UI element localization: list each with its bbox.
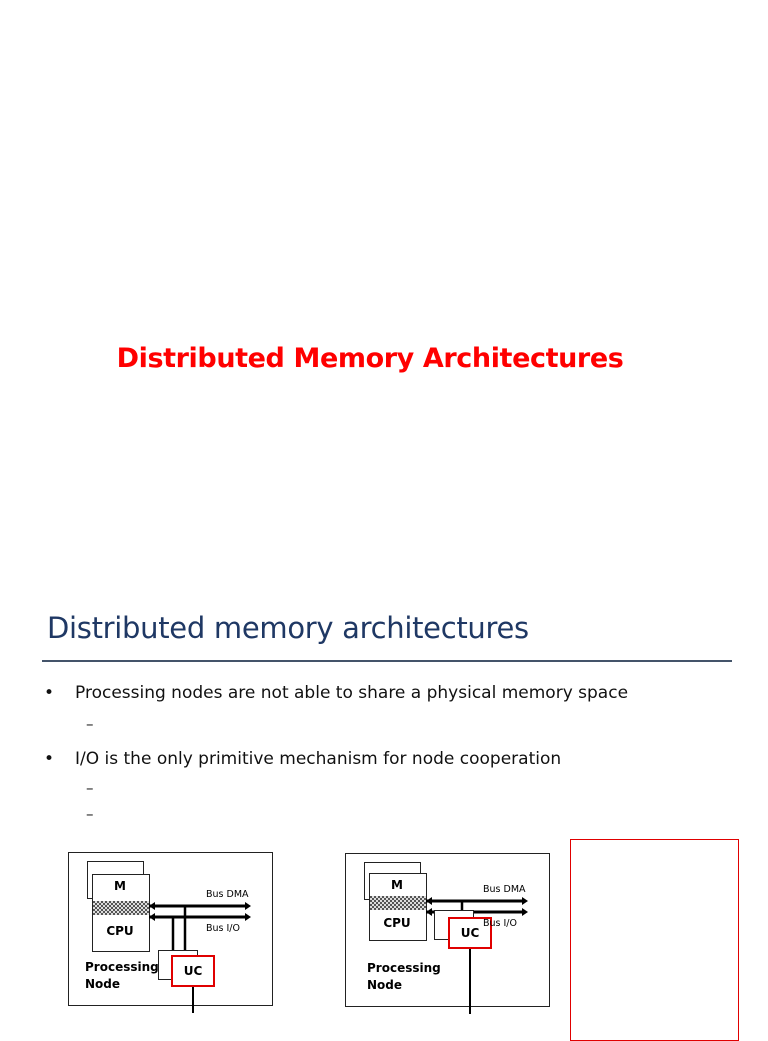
slide-title: Distributed Memory Architectures [116, 343, 624, 374]
node-label-line1: Processing [367, 961, 441, 975]
bullet-item [44, 749, 561, 769]
node-label-line2: Node [367, 978, 403, 992]
memory-label: M [391, 878, 403, 892]
bullet-marker: • [44, 683, 55, 703]
bullet-item [44, 683, 628, 703]
node-label-line2: Node [85, 977, 121, 991]
bus-io-label: Bus I/O [206, 923, 240, 934]
sub-bullet: – [86, 715, 94, 733]
sub-bullet: – [86, 779, 94, 797]
highlight-frame [570, 839, 739, 1041]
bus-dma-label: Bus DMA [483, 884, 526, 895]
content-slide [0, 576, 768, 1024]
node-label [85, 959, 159, 993]
bus-io-label: Bus I/O [483, 918, 517, 929]
bus-dma-label: Bus DMA [206, 889, 249, 900]
bullet-text: I/O is the only primitive mechanism for node cooperation [75, 749, 562, 769]
cpu-label: CPU [106, 924, 134, 938]
memory-label: M [114, 879, 126, 893]
slide-heading: Distributed memory architectures [47, 611, 529, 645]
uc-unit: UC [448, 917, 492, 949]
uc-unit: UC [171, 955, 215, 987]
heading-divider [42, 660, 732, 662]
bullet-text: Processing nodes are not able to share a physical memory space [75, 683, 629, 703]
bullet-marker: • [44, 749, 55, 769]
sub-bullet: – [86, 805, 94, 823]
processing-node-diagram [68, 852, 273, 1006]
processing-node-diagram [345, 853, 550, 1007]
cpu-label: CPU [383, 916, 411, 930]
node-label [367, 960, 441, 994]
node-label-line1: Processing [85, 960, 159, 974]
